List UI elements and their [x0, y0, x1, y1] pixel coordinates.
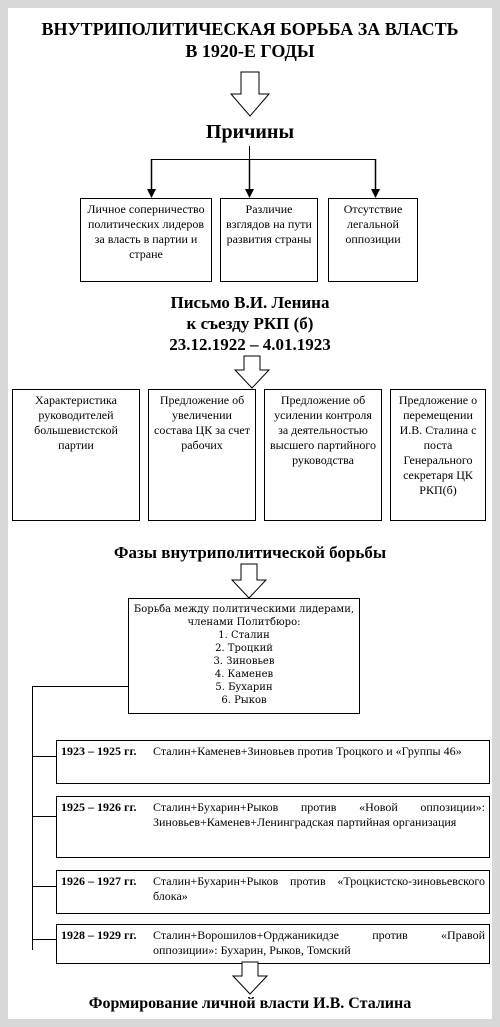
- politburo-member: 5. Бухарин: [215, 682, 273, 693]
- politburo-member: 3. Зиновьев: [213, 656, 275, 667]
- phase-text: Сталин+Бухарин+Рыков против «Новой оппозиции»: Зиновьев+Каменев+Ленинградская партийная организация: [153, 800, 485, 829]
- phase-connector-1: [32, 756, 56, 757]
- phase-years: 1928 – 1929 гг.: [61, 928, 137, 942]
- page-title: [8, 18, 492, 62]
- down-arrow-1: [229, 72, 271, 118]
- letter-box-2: Предложение об увеличении состава ЦК за счет рабочих: [148, 389, 256, 521]
- politburo-line-1: Борьба между политическими лидерами,: [133, 604, 355, 615]
- phases-heading: Фазы внутриполитической борьбы: [113, 543, 387, 562]
- phase-row-2: [56, 796, 490, 858]
- cause-arrow-2: [244, 159, 256, 199]
- title-line-1: ВНУТРИПОЛИТИЧЕСКАЯ БОРЬБА ЗА ВЛАСТЬ: [41, 19, 459, 39]
- causes-heading: Причины: [205, 121, 295, 143]
- phases-connector-vertical: [32, 686, 33, 950]
- phase-row-1: [56, 740, 490, 784]
- title-line-2: В 1920-Е ГОДЫ: [185, 41, 315, 61]
- cause-box-1: Личное соперничество политических лидеров за власть в партии и стране: [80, 198, 212, 282]
- politburo-box: [128, 598, 360, 714]
- down-arrow-4: [231, 962, 269, 996]
- letter-line-2: к съезду РКП (б): [186, 314, 314, 333]
- cause-box-2: Различие взглядов на пути развития страны: [220, 198, 318, 282]
- phase-years: 1923 – 1925 гг.: [61, 744, 137, 758]
- letter-line-3: 23.12.1922 – 4.01.1923: [169, 335, 331, 354]
- politburo-line-2: членами Политбюро:: [187, 617, 301, 628]
- politburo-member: 1. Сталин: [218, 630, 270, 641]
- letter-box-1: Характеристика руководителей большевистской партии: [12, 389, 140, 521]
- phase-row-3: [56, 870, 490, 914]
- politburo-member: 2. Троцкий: [215, 643, 273, 654]
- politburo-member: 6. Рыков: [221, 695, 267, 706]
- diagram-page: [8, 8, 492, 1019]
- causes-connector-vertical: [249, 146, 250, 160]
- letter-box-4: Предложение о перемещении И.В. Сталина с поста Генерального секретаря ЦК РКП(б): [390, 389, 486, 521]
- down-arrow-3: [230, 564, 268, 600]
- phase-years: 1926 – 1927 гг.: [61, 874, 137, 888]
- down-arrow-2: [233, 356, 271, 390]
- phase-years: 1925 – 1926 гг.: [61, 800, 137, 814]
- cause-arrow-3: [370, 159, 382, 199]
- result-text: Формирование личной власти И.В. Сталина: [88, 995, 412, 1012]
- phases-connector-top: [32, 686, 128, 687]
- phase-connector-4: [32, 939, 56, 940]
- letter-box-3: Предложение об усилении контроля за деятельностью высшего партийного руководства: [264, 389, 382, 521]
- phase-text: Сталин+Бухарин+Рыков против «Троцкистско-зиновьевского блока»: [153, 874, 485, 903]
- phase-text: Сталин+Каменев+Зиновьев против Троцкого и «Группы 46»: [153, 744, 462, 758]
- cause-arrow-1: [146, 159, 158, 199]
- phase-text: Сталин+Ворошилов+Орджаникидзе против «Правой оппозиции»: Бухарин, Рыков, Томский: [153, 928, 485, 957]
- letter-line-1: Письмо В.И. Ленина: [170, 293, 330, 312]
- phase-connector-2: [32, 816, 56, 817]
- politburo-member: 4. Каменев: [214, 669, 274, 680]
- letter-heading: [8, 292, 492, 355]
- cause-box-3: Отсутствие легальной оппозиции: [328, 198, 418, 282]
- politburo-members: [133, 629, 355, 707]
- phase-row-4: [56, 924, 490, 964]
- phase-connector-3: [32, 886, 56, 887]
- causes-connector-horizontal: [151, 159, 376, 160]
